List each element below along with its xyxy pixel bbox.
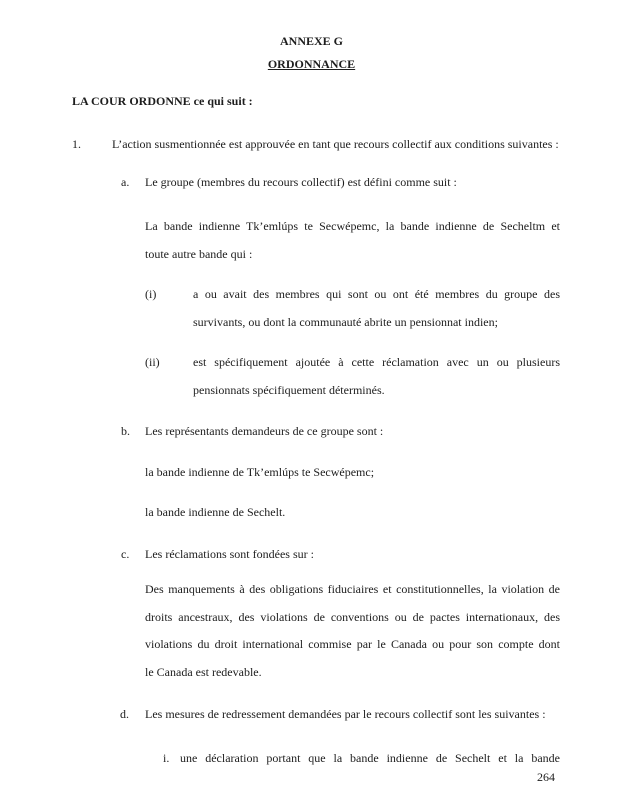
item-c-paragraph-line-3: violations du droit international commise par le Canada ou pour son compte dont xyxy=(145,637,560,651)
item-c-marker: c. xyxy=(121,547,130,561)
item-b-line-1: la bande indienne de Tk’emlúps te Secwépemc; xyxy=(145,465,375,479)
sub-item-i-line-1: a ou avait des membres qui sont ou ont été membres du groupe des xyxy=(193,287,560,301)
sub-item-ii-line-2: pensionnats spécifiquement déterminés. xyxy=(193,383,385,397)
sub-item-ii-line-1: est spécifiquement ajoutée à cette réclamation avec un ou plusieurs xyxy=(193,355,560,369)
item-b-line-2: la bande indienne de Sechelt. xyxy=(145,505,286,519)
order-title xyxy=(0,57,623,72)
item-c-text: Les réclamations sont fondées sur : xyxy=(145,547,314,561)
sub-item-ii-marker: (ii) xyxy=(145,355,160,369)
item-c-paragraph-line-1: Des manquements à des obligations fiduciaires et constitutionnelles, la violation de xyxy=(145,582,560,596)
item-d-marker: d. xyxy=(120,707,129,721)
court-order-heading: LA COUR ORDONNE ce qui suit : xyxy=(72,94,253,108)
sub-item-di-line-1: une déclaration portant que la bande indienne de Sechelt et la bande xyxy=(180,751,560,765)
item-a-text: Le groupe (membres du recours collectif) est défini comme suit : xyxy=(145,175,457,189)
item-c-paragraph-line-4: le Canada est redevable. xyxy=(145,665,262,679)
item-1-text: L’action susmentionnée est approuvée en tant que recours collectif aux conditions suivantes : xyxy=(112,137,559,151)
item-1-marker: 1. xyxy=(72,137,81,151)
annex-title: ANNEXE G xyxy=(279,34,343,48)
item-b-marker: b. xyxy=(121,424,130,438)
sub-item-di-marker: i. xyxy=(163,751,170,765)
item-a-paragraph-line-1: La bande indienne Tk’emlúps te Secwépemc, la bande indienne de Secheltm et xyxy=(145,219,560,233)
sub-item-i-line-2: survivants, ou dont la communauté abrite un pensionnat indien; xyxy=(193,315,498,329)
item-b-text: Les représentants demandeurs de ce groupe sont : xyxy=(145,424,384,438)
item-a-paragraph-line-2: toute autre bande qui : xyxy=(145,247,253,261)
item-a-marker: a. xyxy=(121,175,130,189)
sub-item-i-marker: (i) xyxy=(145,287,157,301)
page-number: 264 xyxy=(537,770,555,784)
item-d-text: Les mesures de redressement demandées par le recours collectif sont les suivantes : xyxy=(145,707,546,721)
order-title-text: ORDONNANCE xyxy=(267,57,356,71)
item-c-paragraph-line-2: droits ancestraux, des violations de conventions ou de pactes internationaux, des xyxy=(145,610,560,624)
